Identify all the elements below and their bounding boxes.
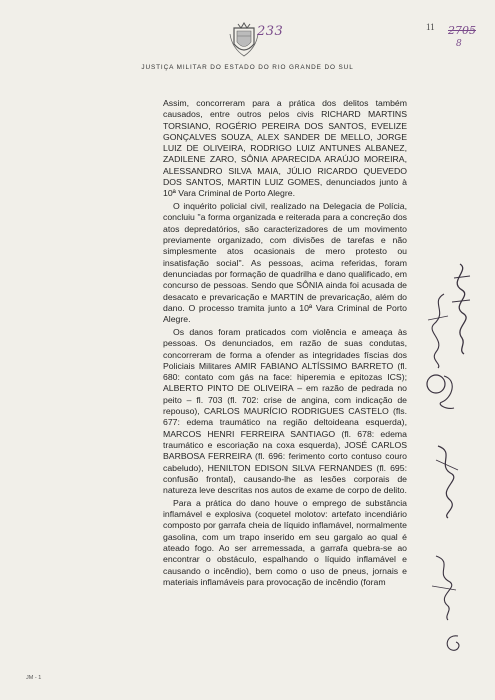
handwritten-page-number: 233 bbox=[257, 24, 284, 39]
page-number: 11 bbox=[426, 22, 435, 32]
form-code: JM - 1 bbox=[26, 675, 42, 681]
paragraph: Para a prática do dano houve o emprego de substância inflamável e explosiva (coquetel molotov: artefato incendiário composto por garrafa cheia de líquido inflamável, normalmente gasolina, com um trapo inserido em seu gargalo ao qual é ateado fogo. Ao ser arremessada, a garrafa quebra-se ao encontrar o obstáculo, espalhando o líquido inflamável e causando o incêndio), bem como o uso de pneus, jornais e materiais inflamáveis para provocação de incêndio (foram bbox=[163, 497, 407, 587]
struck-page-number: 2705 bbox=[448, 24, 476, 37]
signature-3-icon bbox=[422, 358, 462, 418]
paragraph: Assim, concorreram para a prática dos delitos também causados, entre outros pelos civis RICHARD MARTINS TORSIANO, ROGÉRIO PEREIRA DOS SANTOS, EVELIZE GONÇALVES SOUZA, ALEX SANDER DE MELLO, JORGE LUIZ DE OLIVEIRA, RODRIGO LUIZ ANTUNES ALBANEZ, ZADILENE ZARO, SÔNIA APARECIDA ARAÚJO MOREIRA, ALESSANDRO SILVA MAIA, JÚLIO RICARDO QUEVEDO DOS SANTOS, MARTIN LUIZ GOMES, denunciados junto à 10ª Vara Criminal de Porto Alegre. bbox=[163, 98, 407, 199]
document-body bbox=[163, 98, 407, 590]
corner-mark: 8 bbox=[456, 39, 462, 49]
paragraph: Os danos foram praticados com violência e ameaça às pessoas. Os denunciados, em razão de suas condutas, concorreram de forma a ofender as integridades físcias dos Policiais Militares AMIR FABIANO ALTÍSSIMO BARRETO (fl. 680: contato com gás na face: hiperemia e epitozas ICS); ALBERTO PINTO DE OLIVEIRA – em razão de pedrada no peito – fl. 703 (fl. 702: crise de angina, com indicação de repouso), CARLOS MAURÍCIO RODRIGUES CASTELO (fls. 677: edema traumático na região deltoideana esquerda), MARCOS HENRI FERREIRA SANTIAGO (fl. 678: edema traumático e escoriação na coxa esquerda), JOSÉ CARLOS BARBOSA FERREIRA (fl. 696: ferimento corto contuso couro cabeludo), HENILTON EDISON SILVA FERNANDES (fl. 695: confusão frontal), causando-lhe as lesões corporais de natureza leve descritas nos autos de exame de corpo de delito. bbox=[163, 326, 407, 496]
signature-4-icon bbox=[430, 440, 464, 520]
institution-header: JUSTIÇA MILITAR DO ESTADO DO RIO GRANDE DO SUL bbox=[141, 64, 354, 71]
signature-5-icon bbox=[426, 552, 462, 622]
initial-mark-icon bbox=[440, 630, 466, 656]
paragraph: O inquérito policial civil, realizado na Delegacia de Polícia, concluiu "a forma organizada e reiterada para a concreção dos atos depredatórios, são caracterizadores de um movimento previamente organizado, com divisões de tarefas e não simplesmente atos ocasionais de mero protesto ou insatisfação social". As pessoas, acima referidas, foram denunciadas por formação de quadrilha e dano qualificado, em concurso de pessoas. Sendo que SÔNIA ainda foi acusada de desacato e prevaricação e MARTIN de prevaricação, além do dano. O processo tramita junto a 10ª Vara Criminal de Porto Alegre. bbox=[163, 201, 407, 325]
